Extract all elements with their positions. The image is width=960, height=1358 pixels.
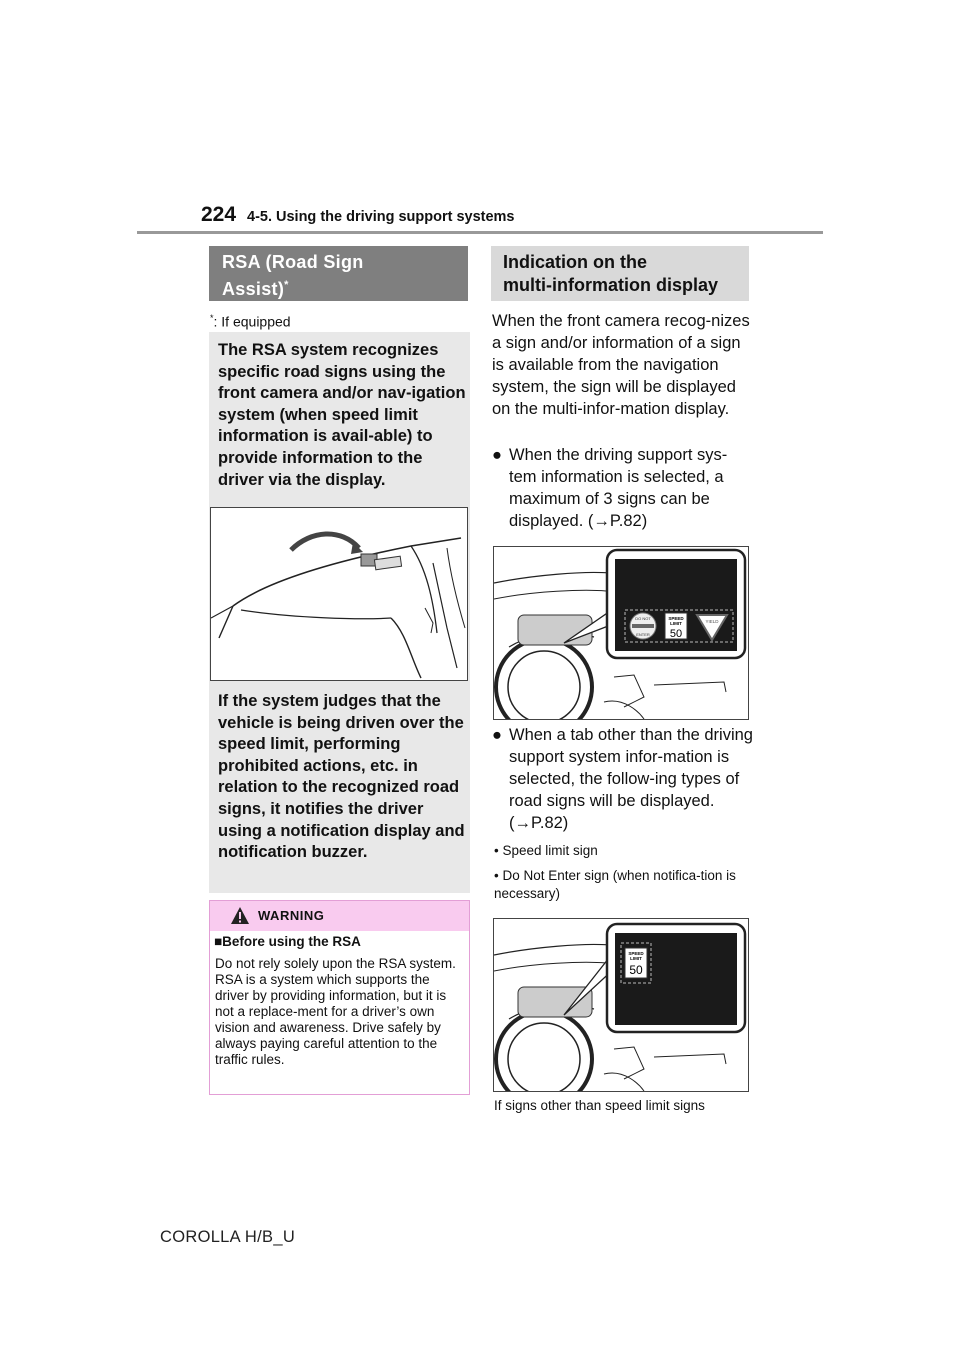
display-illustration-three-signs	[493, 546, 749, 720]
equipped-text: : If equipped	[213, 313, 291, 330]
warning-body: Do not rely solely upon the RSA system. RSA is a system which supports the driver by providing information, but it is not a replace-ment for a driver’s own vision and awareness. Drive safely by always paying careful attention to the traffic rules.	[215, 956, 456, 1067]
equipped-note	[210, 313, 291, 330]
sign-text-speed: SPEED	[628, 951, 644, 956]
sign-text-enter: ENTER	[636, 632, 650, 637]
bullet-item-1-text: When the driving support sys-tem information is selected, a maximum of 3 signs can be displayed. (→P.82)	[509, 446, 728, 530]
bullet-item-1	[492, 444, 754, 532]
rsa-heading-mark: *	[284, 279, 289, 291]
bullet-item-2	[492, 724, 754, 834]
rsa-heading	[209, 246, 468, 301]
equipped-mark: *	[210, 313, 214, 323]
sign-text-50: 50	[669, 628, 683, 640]
indication-heading-line1: Indication on the	[503, 252, 647, 272]
bullet-item-2-text: When a tab other than the driving support system infor-mation is selected, the follow-ing types of road signs will be displayed. (→P.82)	[509, 726, 753, 832]
sign-text-do-not: DO NOT	[635, 616, 651, 621]
page-number: 224	[201, 203, 237, 226]
summary-notice: If the system judges that the vehicle is being driven over the speed limit, performing prohibited actions, etc. in relation to the recognized road signs, it notifies the driver using a notification display and notification buzzer.	[218, 692, 465, 862]
section-title: 4-5. Using the driving support systems	[247, 209, 515, 225]
header-rule	[137, 231, 823, 234]
trailing-text: If signs other than speed limit signs	[494, 1098, 705, 1113]
sign-text-speed: SPEED	[668, 616, 684, 621]
rsa-heading-line1: RSA (Road Sign	[222, 252, 364, 272]
bullet-dot-icon: ●	[492, 446, 502, 464]
sign-text-yield: YIELD	[705, 619, 719, 624]
sign-text-limit: LIMIT	[670, 621, 682, 626]
windshield-camera-drawing	[211, 508, 467, 680]
sub-item-do-not-enter: • Do Not Enter sign (when notifica-tion is necessary)	[494, 868, 736, 901]
sign-text-50: 50	[629, 963, 643, 977]
summary-intro: The RSA system recognizes specific road signs using the front camera and/or nav-igation system (when speed limit information is avail-able) to provide information to the driver via the display.	[218, 341, 466, 489]
rsa-heading-line2: Assist)	[222, 279, 285, 299]
sub-item-speed-limit: • Speed limit sign	[494, 843, 598, 858]
footer-model: COROLLA H/B_U	[160, 1228, 296, 1246]
warning-header	[210, 901, 469, 931]
indication-heading	[491, 246, 749, 301]
indication-paragraph: When the front camera recog-nizes a sign and/or information of a sign is available from the navigation system, the sign will be displayed on the multi-infor-mation display.	[492, 312, 750, 418]
warning-subheading: ■Before using the RSA	[214, 934, 361, 949]
warning-triangle-icon	[230, 906, 250, 930]
sign-text-limit: LIMIT	[630, 956, 642, 961]
warning-title: WARNING	[258, 908, 325, 923]
display-illustration-one-sign	[493, 918, 749, 1092]
windshield-camera-illustration	[210, 507, 468, 681]
bullet-dot-icon: ●	[492, 726, 502, 744]
indication-heading-line2: multi-information display	[503, 275, 719, 295]
